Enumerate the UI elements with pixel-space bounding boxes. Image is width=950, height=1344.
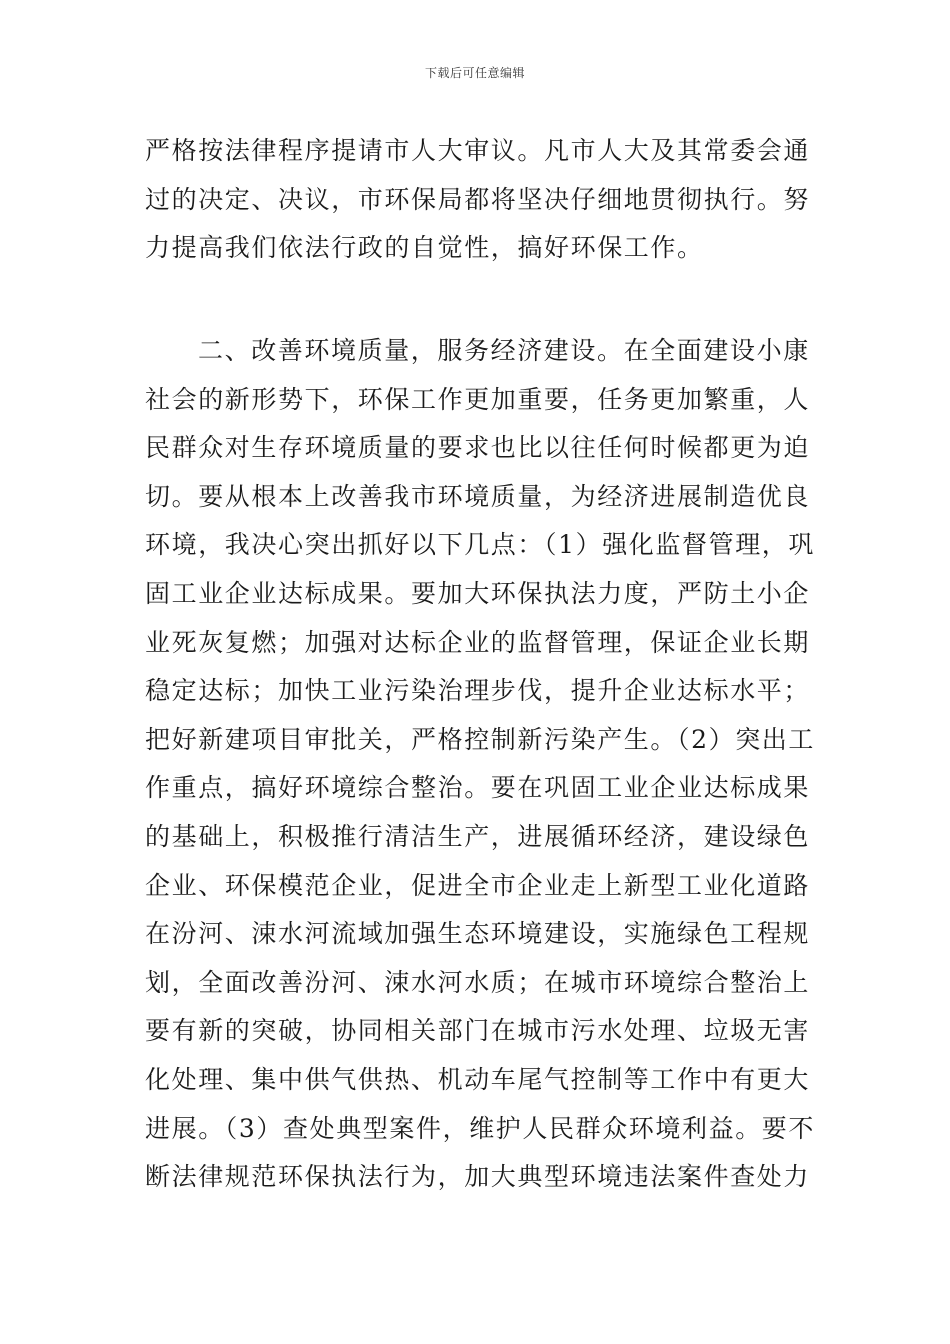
text-line: 严格按法律程序提请市人大审议。凡市人大及其常委会通 [145, 136, 811, 165]
text-line: 力提高我们依法行政的自觉性，搞好环保工作。 [145, 233, 704, 263]
text-line: 在汾河、涑水河流域加强生态环境建设，实施绿色工程规 [145, 919, 811, 949]
text-line: 固工业企业达标成果。要加大环保执法力度，严防土小企 [145, 578, 811, 608]
text-line: 切。要从根本上改善我市环境质量，为经济进展制造优良 [145, 481, 811, 511]
text-line-first: 二、改善环境质量，服务经济建设。在全面建设小康 [198, 336, 810, 365]
text-line: 稳定达标；加快工业污染治理步伐，提升企业达标水平； [145, 676, 811, 706]
text-line: 化处理、集中供气供热、机动车尾气控制等工作中有更大 [145, 1064, 811, 1094]
text-line: 的基础上，积极推行清洁生产，进展循环经济，建设绿色 [145, 821, 811, 851]
text-line: 过的决定、决议，市环保局都将坚决仔细地贯彻执行。努 [145, 184, 811, 214]
page-header-note: 下载后可任意编辑 [424, 66, 525, 80]
text-line: 断法律规范环保执法行为，加大典型环境违法案件查处力 [145, 1162, 811, 1192]
text-line: 要有新的突破，协同相关部门在城市污水处理、垃圾无害 [145, 1016, 811, 1046]
text-line: 民群众对生存环境质量的要求也比以往任何时候都更为迫 [145, 433, 811, 463]
text-line: 进展。（3）查处典型案件，维护人民群众环境利益。要不 [145, 1113, 816, 1143]
text-line: 作重点，搞好环境综合整治。要在巩固工业企业达标成果 [145, 773, 811, 803]
text-line: 划，全面改善汾河、涑水河水质；在城市环境综合整治上 [145, 967, 811, 997]
text-line: 环境，我决心突出抓好以下几点：（1）强化监督管理，巩 [145, 530, 816, 560]
text-line: 把好新建项目审批关，严格控制新污染产生。（2）突出工 [145, 724, 816, 754]
paragraph-2 [145, 327, 815, 1202]
text-line: 业死灰复燃；加强对达标企业的监督管理，保证企业长期 [145, 627, 811, 657]
text-line: 社会的新形势下，环保工作更加重要，任务更加繁重，人 [145, 384, 811, 414]
text-line: 企业、环保模范企业，促进全市企业走上新型工业化道路 [145, 870, 811, 900]
paragraph-1 [145, 127, 815, 273]
